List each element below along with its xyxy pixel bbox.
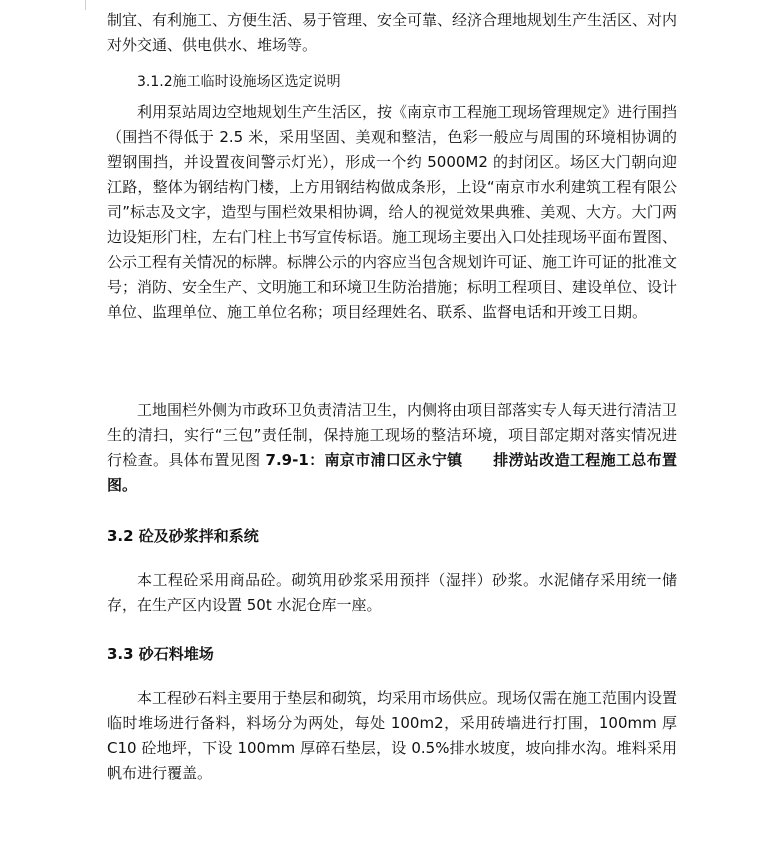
paragraph-concrete-mortar: 本工程砼采用商品砼。砌筑用砂浆采用预拌（湿拌）砂浆。水泥储存采用统一储存，在生产区内设置 50t 水泥仓库一座。 xyxy=(107,571,677,614)
margin-mark xyxy=(85,0,86,10)
paragraph-site-enclosure: 利用泵站周边空地规划生产生活区，按《南京市工程施工现场管理规定》进行围挡（围挡不得低于 2.5 米，采用坚固、美观和整洁，色彩一般应与周围的环境相协调的塑钢围挡，并设置夜间警示灯光），形成一个约 5000M2 的封闭区。场区大门朝向迎江路，整体为钢结构门楼，上方用钢结构做成条形，上设“南京市水利建筑工程有限公司”标志及文字，造型与围栏效果相协调，给人的视觉效果典雅、美观、大方。大门两边设矩形门柱，左右门柱上书写宣传标语。施工现场主要出入口处挂现场平面布置图、公示工程有关情况的标牌。标牌公示的内容应当包含规划许可证、施工许可证的批准文号；消防、安全生产、文明施工和环境卫生防治措施；标明工程项目、建设单位、设计单位、监理单位、施工单位名称；项目经理姓名、联系、监督电话和开竣工日期。 xyxy=(107,103,678,321)
paragraph-cleaning-text: 工地围栏外侧为市政环卫负责清洁卫生，内侧将由项目部落实专人每天进行清洁卫生的清扫，实行“三包”责任制，保持施工现场的整洁环境，项目部定期对落实情况进行检查。具体布置见图 xyxy=(107,401,678,469)
figure-reference: 7.9-1：南京市浦口区永宁镇 排涝站改造工程施工总布置图。 xyxy=(107,451,677,494)
section-heading-3-3: 3.3 砂石料堆场 xyxy=(107,645,214,663)
paragraph-intro-continued: 制宜、有利施工、方便生活、易于管理、安全可靠、经济合理地规划生产生活区、对内对外交通、供电供水、堆场等。 xyxy=(107,11,678,54)
paragraph-aggregate-yard: 本工程砂石料主要用于垫层和砌筑，均采用市场供应。现场仅需在施工范围内设置临时堆场进行备料，料场分为两处，每处 100m2，采用砖墙进行打围，100mm 厚 C10 砼地坪，下设 100mm 厚碎石垫层，设 0.5%排水坡度，坡向排水沟。堆料采用帆布进行覆盖。 xyxy=(107,689,678,782)
section-heading-3-2: 3.2 砼及砂浆拌和系统 xyxy=(107,527,259,545)
paragraph-cleaning xyxy=(107,398,677,498)
section-heading-3-1-2: 3.1.2施工临时设施场区选定说明 xyxy=(137,74,341,90)
